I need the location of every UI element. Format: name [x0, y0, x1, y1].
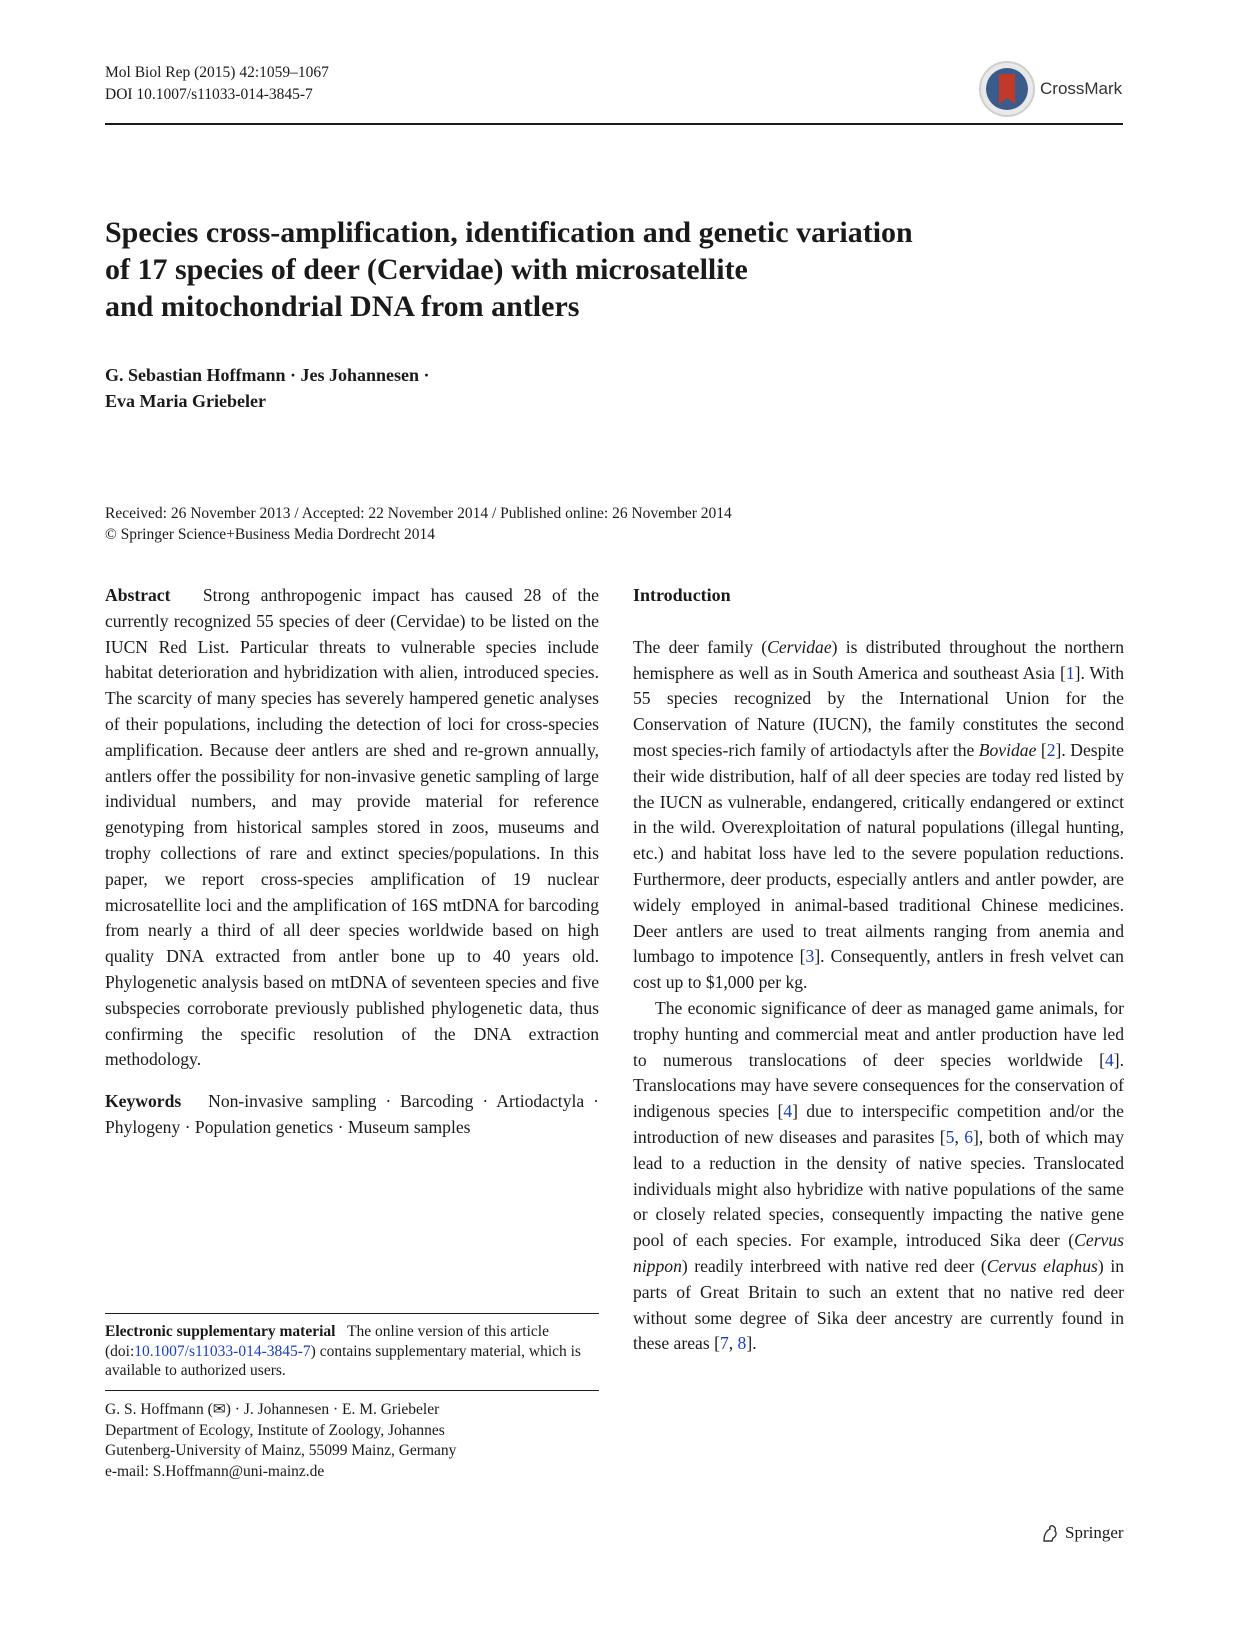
title-line-3: and mitochondrial DNA from antlers: [105, 290, 580, 323]
citation-link[interactable]: 4: [783, 1101, 793, 1122]
intro-p1-text: The deer family (: [633, 636, 768, 657]
authors-line-2: Eva Maria Griebeler: [105, 391, 266, 411]
supplementary-doi-link[interactable]: 10.1007/s11033-014-3845-7: [134, 1342, 311, 1360]
citation-link[interactable]: 2: [1046, 739, 1056, 760]
abstract: [105, 583, 599, 1073]
intro-p1-text: ]. Despite their wide distribution, half of all deer species are today red listed by the IUCN as vulnerable, endangered, critically endangered or extinct in the wild. Overexploitation of natural populations (illegal hunting, etc.) and habitat loss have led to the severe population reductions. Furthermore, deer products, especially antlers and antler powder, are widely employed in animal-based traditional Chinese medicines. Deer antlers are used to treat ailments ranging from anemia and lumbago to impotence [: [633, 739, 1124, 967]
copyright-line: © Springer Science+Business Media Dordrecht 2014: [105, 526, 436, 543]
intro-p2-text: ]. Translocations may have severe consequences for the conservation of indigenous species [: [633, 1049, 1124, 1122]
dates-line: Received: 26 November 2013 / Accepted: 22 November 2014 / Published online: 26 November 2014: [105, 505, 732, 522]
publisher-name: Springer: [1065, 1523, 1124, 1542]
publication-dates: [105, 503, 1123, 545]
paper-title: [105, 214, 1025, 325]
title-line-1: Species cross-amplification, identification and genetic variation: [105, 216, 913, 249]
supplementary-note: [105, 1322, 599, 1381]
intro-p1-italic: Bovidae: [978, 739, 1037, 760]
authors: [105, 362, 430, 414]
citation-link[interactable]: 3: [805, 946, 815, 967]
supplementary-divider: [105, 1313, 599, 1314]
affiliation-email[interactable]: e-mail: S.Hoffmann@uni-mainz.de: [105, 1462, 325, 1480]
citation-link[interactable]: 4: [1104, 1049, 1114, 1070]
intro-p2-text: ,: [954, 1126, 965, 1147]
keywords-text: Non-invasive sampling · Barcoding · Artiodactyla · Phylogeny · Population genetics · Museum samples: [105, 1091, 600, 1137]
left-column: [105, 583, 599, 1141]
intro-p1-italic: Cervidae: [767, 636, 832, 657]
intro-p2-text: ) readily interbreed with native red deer (: [681, 1255, 987, 1276]
abstract-text: Strong anthropogenic impact has caused 28 of the currently recognized 55 species of deer (Cervidae) to be listed on the IUCN Red List. Particular threats to vulnerable species include habitat deterioration and hybridization with alien, introduced species. The scarcity of many species has severely hampered genetic analyses of their populations, including the detection of loci for cross-species amplification. Because deer antlers are shed and re-grown annually, antlers offer the possibility for non-invasive genetic sampling of large individual numbers, and may provide material for reference genotyping from historical samples stored in zoos, museums and trophy collections of rare and extinct species/populations. In this paper, we report cross-species amplification of 19 nuclear microsatellite loci and the amplification of 16S mtDNA for barcoding from nearly a third of all deer species worldwide based on high quality DNA extracted from antler bone up to 40 years old. Phylogenetic analysis based on mtDNA of seventeen species and five subspecies corroborate previously published phylogenetic data, thus confirming the specific resolution of the DNA extraction methodology.: [105, 585, 599, 1070]
intro-p2-italic: Cervus elaphus: [986, 1255, 1098, 1276]
crossmark-icon: [978, 60, 1036, 118]
supplementary-text-after: ) contains supplementary material, which is available to authorized users.: [105, 1342, 581, 1379]
intro-p2-text: ) in parts of Great Britain to such an extent that no native red deer without some degree of Sika deer ancestry are currently found in these areas [: [633, 1255, 1125, 1354]
intro-p2-italic: Cervus nippon: [633, 1230, 1124, 1276]
springer-horse-icon: [1040, 1523, 1060, 1543]
citation-link[interactable]: 6: [964, 1126, 974, 1147]
right-column: [633, 583, 1124, 1357]
intro-p2-text: ,: [728, 1333, 738, 1354]
introduction-heading: Introduction: [633, 585, 731, 605]
crossmark-badge[interactable]: [978, 60, 1128, 118]
keywords: [105, 1089, 599, 1141]
authors-line-1: G. Sebastian Hoffmann · Jes Johannesen ·: [105, 365, 430, 385]
citation-link[interactable]: 8: [737, 1333, 747, 1354]
journal-citation: Mol Biol Rep (2015) 42:1059–1067: [105, 64, 329, 81]
affiliation-names: G. S. Hoffmann (✉) · J. Johannesen · E. M. Griebeler: [105, 1401, 440, 1418]
publisher-logo: [1040, 1523, 1124, 1543]
supplementary-heading: Electronic supplementary material: [105, 1323, 336, 1340]
intro-p2-text: ], both of which may lead to a reduction in the density of native species. Translocated individuals might also hybridize with native populations of the same or closely related species, consequently impacting the native gene pool of each species. For example, introduced Sika deer (: [633, 1126, 1125, 1251]
journal-header: [105, 62, 329, 106]
header-divider: [105, 123, 1123, 125]
keywords-heading: Keywords: [105, 1091, 182, 1112]
intro-p1-text: ]. With 55 species recognized by the International Union for the Conservation of Nature (IUCN), the family constitutes the second most species-rich family of artiodactyls after the: [633, 662, 1124, 760]
abstract-heading: Abstract: [105, 585, 171, 605]
title-line-2: of 17 species of deer (Cervidae) with microsatellite: [105, 253, 748, 286]
doi-line: DOI 10.1007/s11033-014-3845-7: [105, 86, 313, 103]
intro-p2-text: ].: [746, 1333, 757, 1354]
intro-paragraph-1: [633, 635, 1124, 996]
affiliation-dept-1: Department of Ecology, Institute of Zoology, Johannes: [105, 1421, 445, 1439]
supplementary-text-before: The online version of this article (doi:: [105, 1323, 549, 1360]
citation-link[interactable]: 5: [945, 1126, 955, 1147]
intro-p1-text: ) is distributed throughout the northern hemisphere as well as in South America and southeast Asia [: [633, 636, 1124, 683]
intro-paragraph-2: [633, 996, 1124, 1357]
intro-p1-text: [: [1036, 739, 1047, 760]
crossmark-label: CrossMark: [1040, 79, 1123, 98]
affiliation-divider: [105, 1390, 599, 1391]
citation-link[interactable]: 1: [1065, 662, 1075, 683]
affiliation-dept-2: Gutenberg-University of Mainz, 55099 Mainz, Germany: [105, 1442, 457, 1459]
intro-p2-text: The economic significance of deer as managed game animals, for trophy hunting and commercial meat and antler production have led to numerous translocations of deer species worldwide [: [633, 997, 1124, 1070]
intro-p2-text: ] due to interspecific competition and/or the introduction of new diseases and parasites [: [633, 1101, 1124, 1147]
intro-p1-text: ]. Consequently, antlers in fresh velvet can cost up to $1,000 per kg.: [633, 946, 1124, 993]
citation-link[interactable]: 7: [719, 1333, 729, 1354]
affiliation: [105, 1400, 599, 1482]
